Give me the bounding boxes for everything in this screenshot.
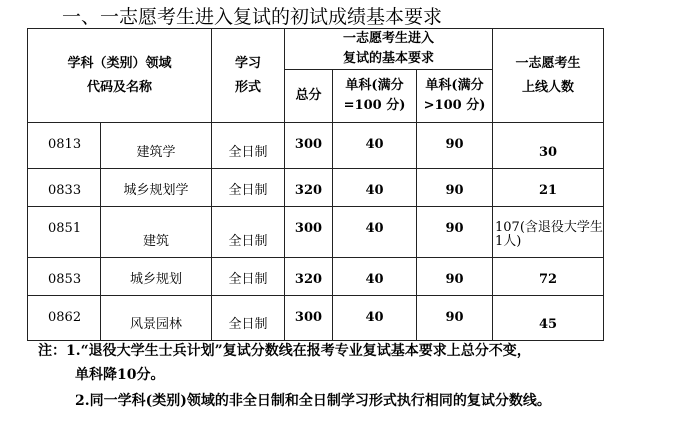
header-discipline <box>28 29 212 123</box>
cell-code: 0833 <box>28 169 101 207</box>
header-req-line1: 一志愿考生进入 <box>342 31 434 46</box>
cell-total: 300 <box>285 296 333 341</box>
header-single-150 <box>417 70 493 123</box>
header-single-100-line2: =100 分) <box>343 98 406 113</box>
header-count <box>493 29 604 123</box>
page-title: 一、一志愿考生进入复试的初试成绩基本要求 <box>62 6 443 28</box>
cell-count: 107(含退役大学生 1人) <box>493 207 604 258</box>
cell-name: 城乡规划 <box>101 258 212 296</box>
header-count-line1: 一志愿考生 <box>515 55 581 71</box>
cell-single-150: 90 <box>417 169 493 207</box>
cell-count: 30 <box>493 123 604 169</box>
header-req-line2: 复试的基本要求 <box>342 51 434 66</box>
cell-single-150: 90 <box>417 207 493 258</box>
header-total: 总分 <box>285 70 333 123</box>
cell-form: 全日制 <box>212 207 285 258</box>
cell-single-100: 40 <box>333 169 417 207</box>
cell-count: 72 <box>493 258 604 296</box>
header-discipline-line1: 学科（类别）领域 <box>67 55 172 71</box>
cell-single-100: 40 <box>333 258 417 296</box>
cell-form: 全日制 <box>212 169 285 207</box>
cell-name: 城乡规划学 <box>101 169 212 207</box>
header-single-150-line1: 单科(满分 <box>425 78 484 93</box>
cell-form: 全日制 <box>212 123 285 169</box>
cell-single-150: 90 <box>417 296 493 341</box>
cell-count: 45 <box>493 296 604 341</box>
header-single-100-line1: 单科(满分 <box>345 78 404 93</box>
table-row <box>28 296 604 341</box>
score-table <box>27 28 604 341</box>
cell-single-100: 40 <box>333 296 417 341</box>
cell-code: 0813 <box>28 123 101 169</box>
cell-name: 建筑学 <box>101 123 212 169</box>
table-row <box>28 123 604 169</box>
header-single-150-line2: >100 分) <box>423 98 486 113</box>
note-1: 注：1.“退役大学生士兵计划”复试分数线在报考专业复试基本要求上总分不变， <box>38 343 531 359</box>
table-row <box>28 258 604 296</box>
cell-single-150: 90 <box>417 258 493 296</box>
header-requirements <box>285 29 493 70</box>
cell-code: 0851 <box>28 207 101 258</box>
cell-total: 300 <box>285 123 333 169</box>
cell-count: 21 <box>493 169 604 207</box>
cell-name: 风景园林 <box>101 296 212 341</box>
header-single-100 <box>333 70 417 123</box>
cell-code: 0853 <box>28 258 101 296</box>
cell-form: 全日制 <box>212 296 285 341</box>
header-form-line1: 学习 <box>234 55 261 71</box>
cell-total: 320 <box>285 258 333 296</box>
header-count-line2: 上线人数 <box>521 79 574 95</box>
header-form-line2: 形式 <box>234 79 261 95</box>
cell-total: 300 <box>285 207 333 258</box>
cell-name: 建筑 <box>101 207 212 258</box>
cell-single-100: 40 <box>333 123 417 169</box>
table-row <box>28 207 604 258</box>
cell-form: 全日制 <box>212 258 285 296</box>
header-discipline-line2: 代码及名称 <box>86 79 152 95</box>
header-form <box>212 29 285 123</box>
cell-total: 320 <box>285 169 333 207</box>
note-2: 2.同一学科(类别)领域的非全日制和全日制学习形式执行相同的复试分数线。 <box>75 393 551 409</box>
cell-single-150: 90 <box>417 123 493 169</box>
table-row <box>28 169 604 207</box>
note-1-continued: 单科降10分。 <box>75 367 165 383</box>
cell-single-100: 40 <box>333 207 417 258</box>
cell-code: 0862 <box>28 296 101 341</box>
